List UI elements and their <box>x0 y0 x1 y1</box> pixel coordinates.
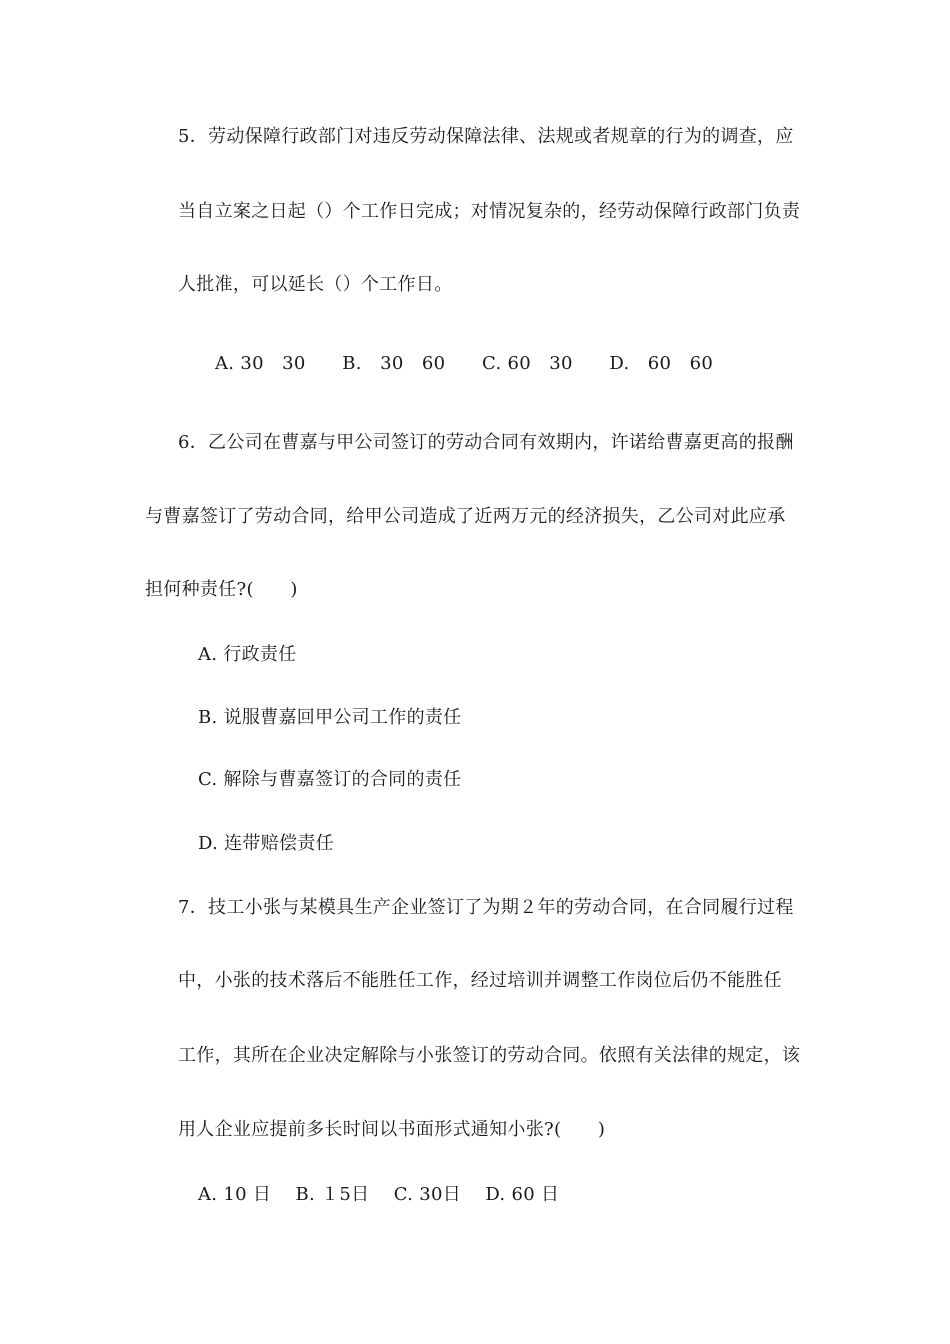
q7-line-3: 工作，其所在企业决定解除与小张签订的劳动合同。依照有关法律的规定，该 <box>178 1045 801 1066</box>
q7-line-1: 7．技工小张与某模具生产企业签订了为期２年的劳动合同，在合同履行过程 <box>178 897 794 918</box>
q7-options: A. 10 日 B. １5日 C. 30日 D. 60 日 <box>198 1184 560 1205</box>
q6-option-a: A. 行政责任 <box>198 644 297 665</box>
q5-line-1: 5．劳动保障行政部门对违反劳动保障法律、法规或者规章的行为的调查，应 <box>178 126 794 147</box>
q6-line-1: 6．乙公司在曹嘉与甲公司签订的劳动合同有效期内，许诺给曹嘉更高的报酬 <box>178 432 794 453</box>
q7-line-4: 用人企业应提前多长时间以书面形式通知小张?( ) <box>178 1119 606 1140</box>
q7-line-2: 中，小张的技术落后不能胜任工作，经过培训并调整工作岗位后仍不能胜任 <box>178 970 782 991</box>
q6-line-2: 与曹嘉签订了劳动合同，给甲公司造成了近两万元的经济损失，乙公司对此应承 <box>145 506 786 527</box>
q5-options: A. 30 30 B. 30 60 C. 60 30 D. 60 60 <box>215 353 714 374</box>
q5-line-2: 当自立案之日起（）个工作日完成；对情况复杂的，经劳动保障行政部门负责 <box>178 201 801 222</box>
q6-option-d: D. 连带赔偿责任 <box>198 833 334 854</box>
q6-option-b: B. 说服曹嘉回甲公司工作的责任 <box>198 707 462 728</box>
q6-option-c: C. 解除与曹嘉签订的合同的责任 <box>198 769 462 790</box>
q5-line-3: 人批准，可以延长（）个工作日。 <box>178 274 453 295</box>
q6-line-3: 担何种责任?( ) <box>145 579 298 600</box>
